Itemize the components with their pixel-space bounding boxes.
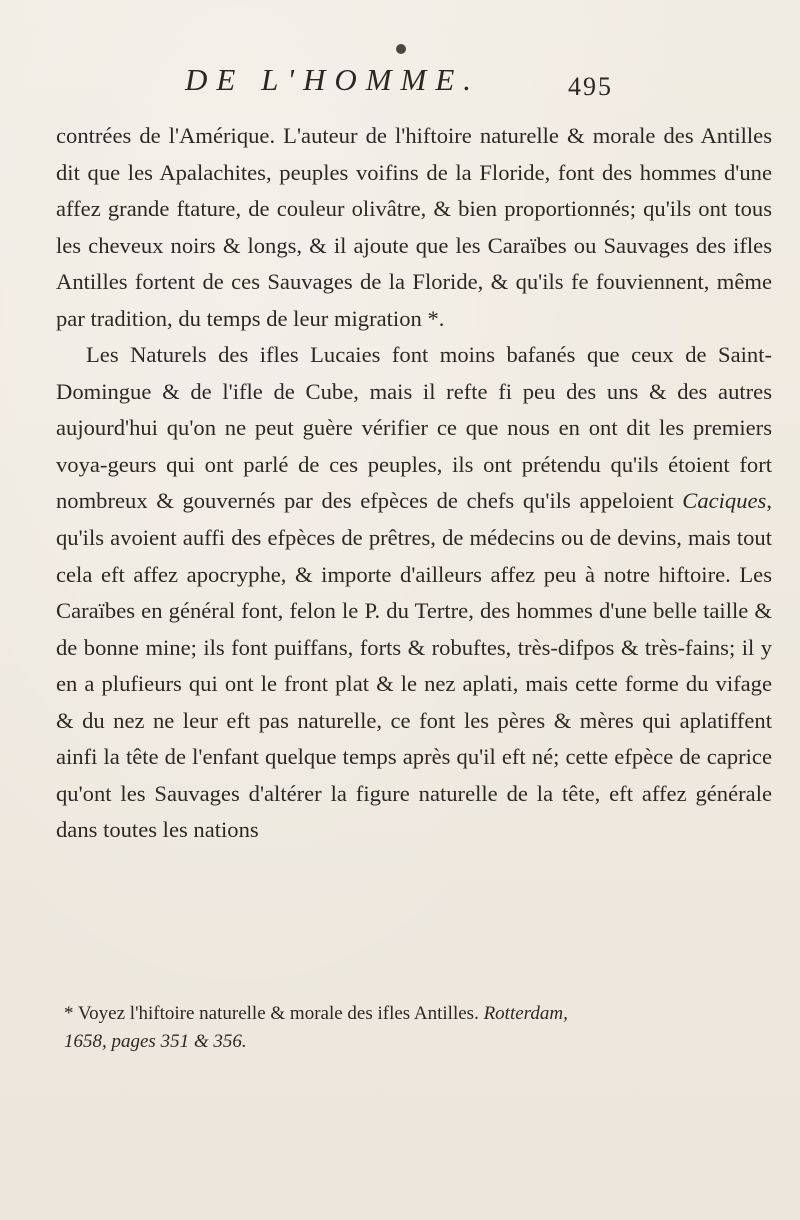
paragraph-2-text-b: , qu'ils avoient auffi des efpèces de prêtres, de médecins ou de devins, mais tout cela eft affez apocryphe, & importe d'ailleurs affez peu à notre hiftoire. Les Caraïbes en général font, felon le P. du Tertre, des hommes d'une belle taille & de bonne mine; ils font puiffans, forts & robuftes, très-difpos & très-fains; il y en a plufieurs qui ont le front plat & le nez aplati, mais cette forme du vifage & du nez ne leur eft pas naturelle, ce font les pères & mères qui aplatiffent ainfi la tête de l'enfant quelque temps après qu'il eft né; cette efpèce de caprice qu'ont les Sauvages d'altérer la figure naturelle de la tête, eft affez générale dans toutes les nations [56, 488, 772, 843]
footnote-text: * Voyez l'hiftoire naturelle & morale des ifles Antilles. [64, 1003, 479, 1024]
page-number: 495 [568, 72, 613, 101]
caciques-term: Caciques [682, 488, 767, 514]
paragraph-2-text-a: Les Naturels des ifles Lucaies font moins bafanés que ceux de Saint-Domingue & de l'ifle de Cube, mais il refte fi peu des uns & des autres aujourd'hui qu'on ne peut guère vérifier ce que nous en ont dit les premiers voya-geurs qui ont parlé de ces peuples, ils ont prétendu qu'ils étoient fort nombreux & gouvernés par des efpèces de chefs qu'ils appeloient [56, 342, 772, 514]
body-text [56, 118, 772, 849]
paragraph-2 [56, 337, 772, 849]
footnote-source: Rotterdam, [483, 1003, 568, 1024]
footnote [64, 1000, 774, 1056]
footnote-pages: 1658, pages 351 & 356. [64, 1031, 247, 1052]
paragraph-1 [56, 118, 772, 337]
running-head: DE L'HOMME. [185, 62, 481, 97]
ink-dot-ornament [396, 44, 406, 54]
paragraph-1-text: contrées de l'Amérique. L'auteur de l'hiftoire naturelle & morale des Antilles dit que les Apalachites, peuples voifins de la Floride, font des hommes d'une affez grande ftature, de couleur olivâtre, & bien proportionnés; qu'ils ont tous les cheveux noirs & longs, & il ajoute que les Caraïbes ou Sauvages des ifles Antilles fortent de ces Sauvages de la Floride, & qu'ils fe fouviennent, même par tradition, du temps de leur migration *. [56, 123, 772, 331]
